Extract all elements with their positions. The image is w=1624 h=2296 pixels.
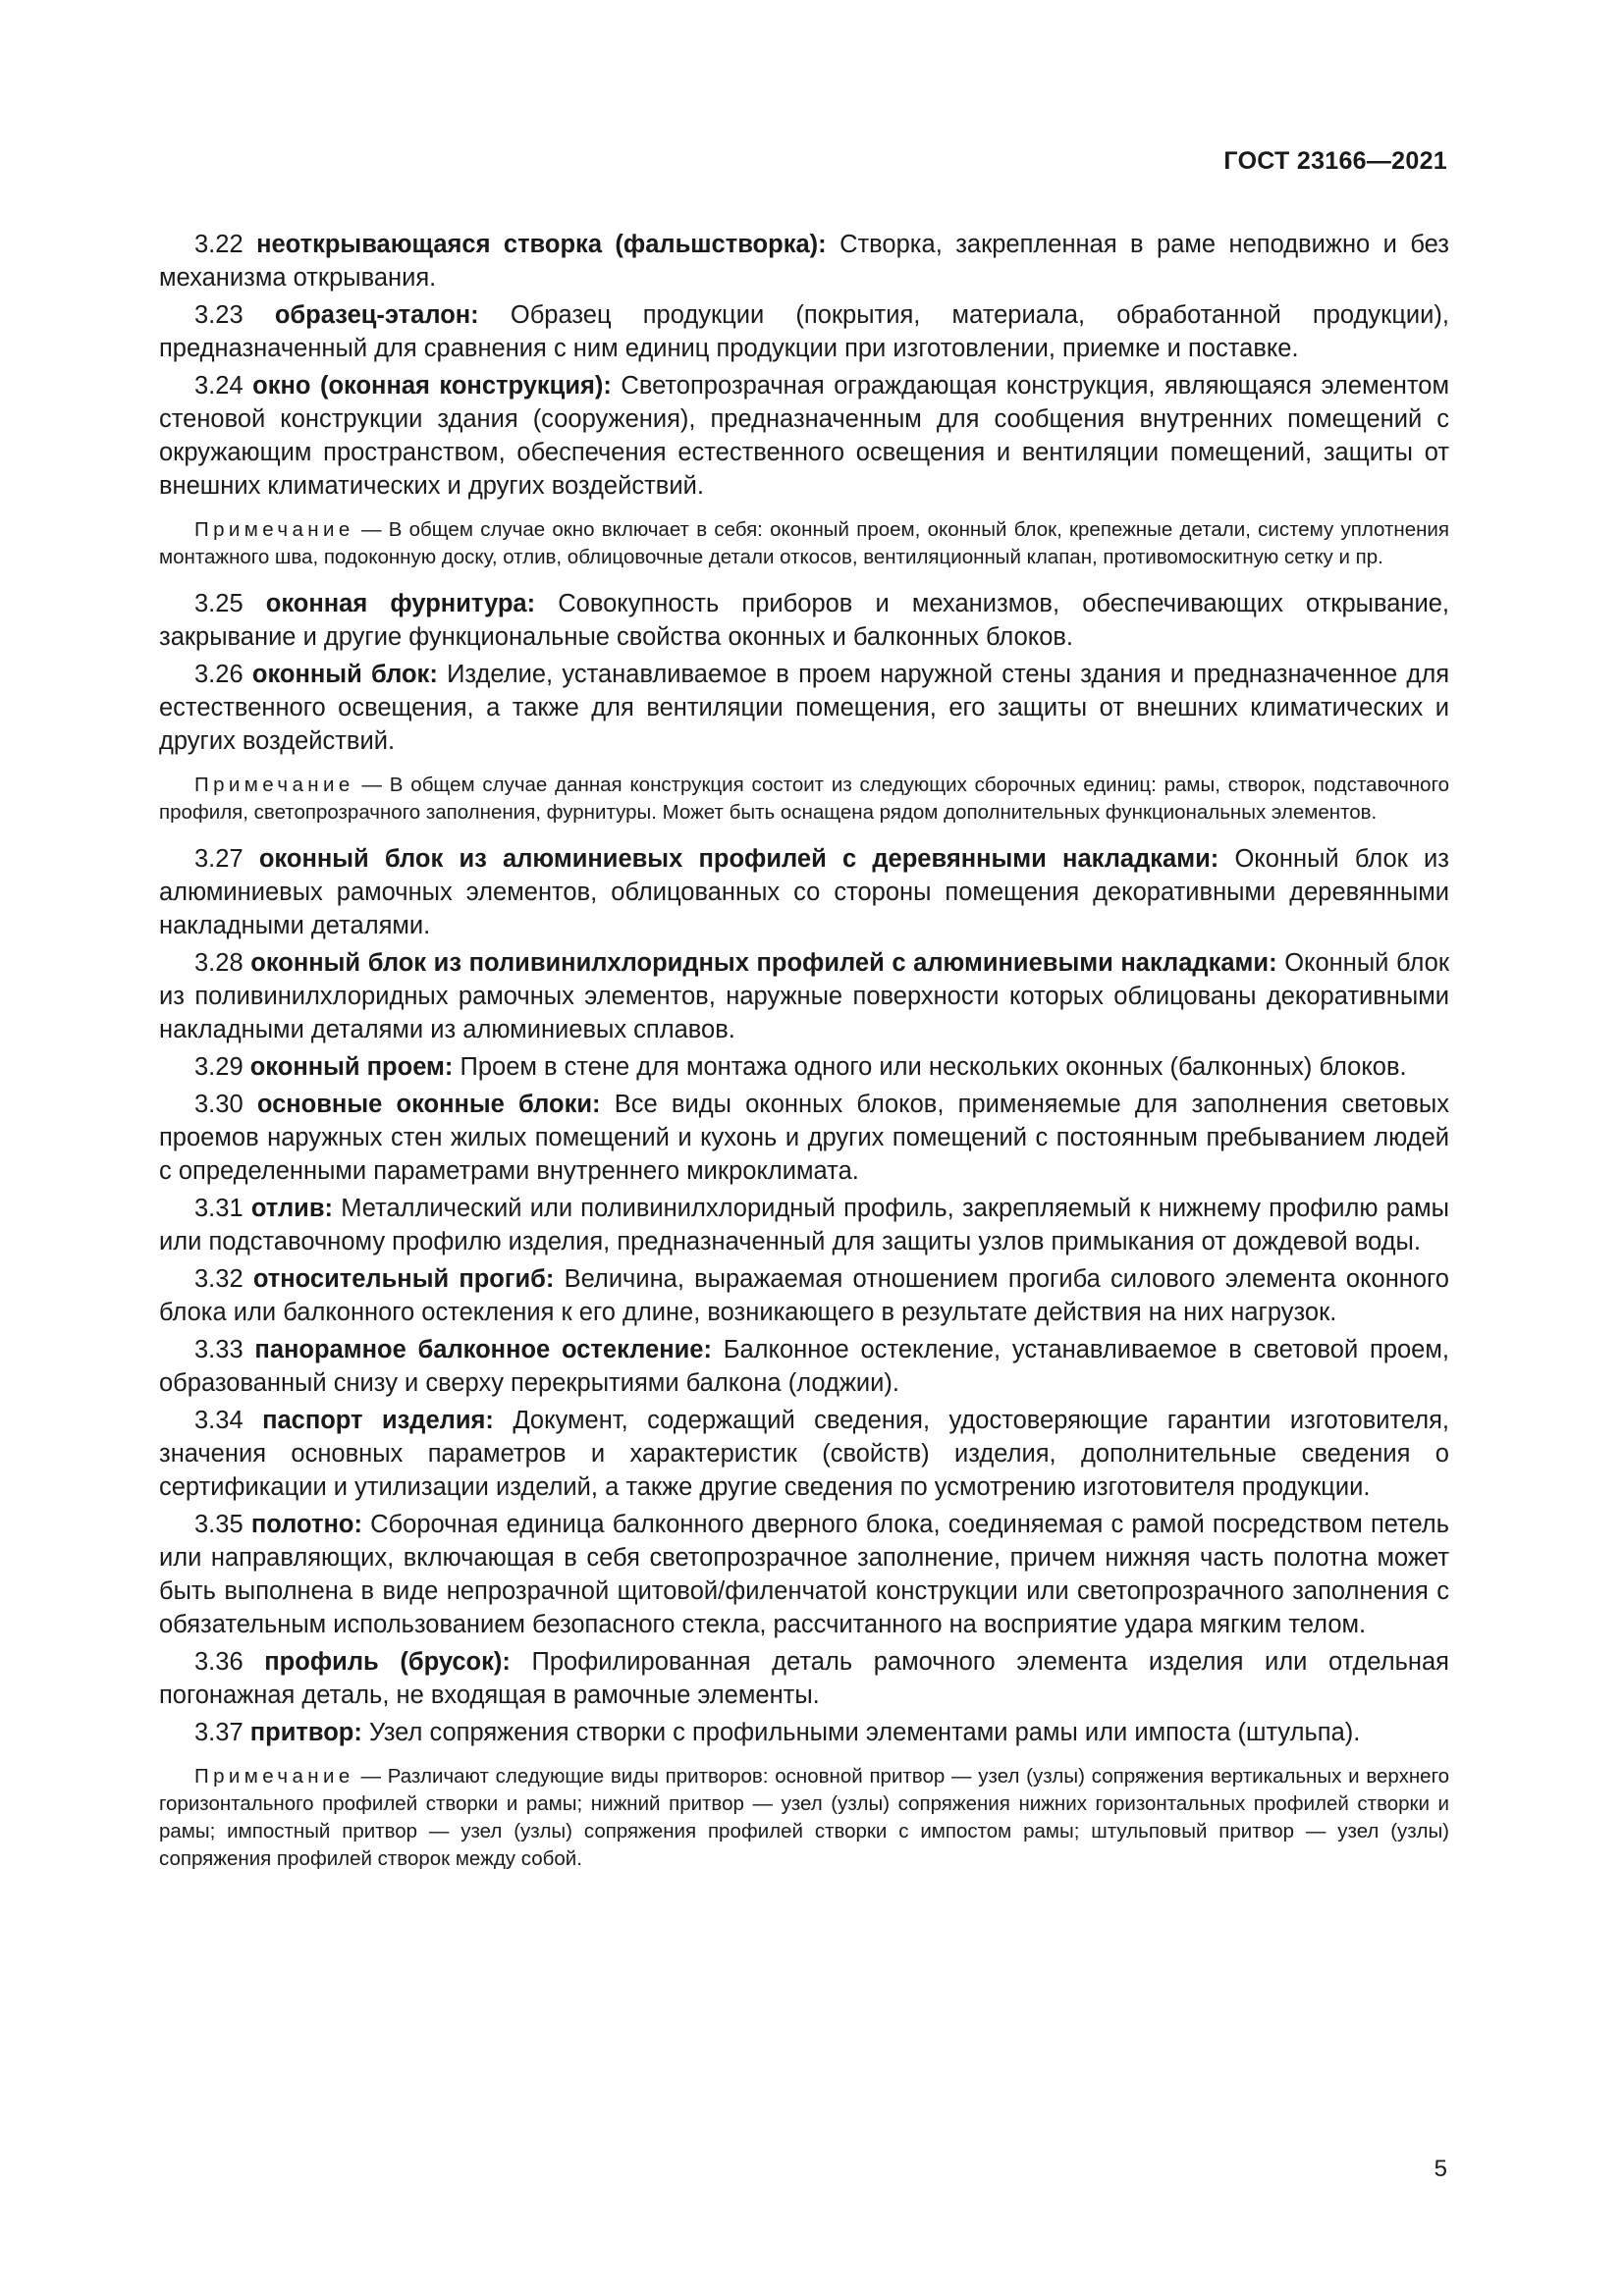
term-definition	[159, 658, 1449, 758]
note-label: Примечание	[194, 1765, 354, 1788]
term-text: Балконное остекление, устанавливаемое в световой проем, образованный снизу и сверху перекрытиями балкона (лоджии).	[159, 1336, 1449, 1397]
term-text: Оконный блок из поливинилхлоридных рамочных элементов, наружные поверхности которых облицованы декоративными накладными деталями из алюминиевых сплавов.	[159, 949, 1449, 1043]
term-definition	[159, 1716, 1449, 1749]
note-label: Примечание	[194, 774, 354, 796]
term-definition	[159, 369, 1449, 503]
term-name: панорамное балконное остекление:	[254, 1336, 712, 1363]
term-text: Узел сопряжения створки с профильными элементами рамы или импоста (штульпа).	[368, 1719, 1361, 1746]
term-name: оконный блок:	[251, 661, 438, 688]
term-definition	[159, 1333, 1449, 1400]
note-text: — В общем случае данная конструкция состоит из следующих сборочных единиц: рамы, створок, подставочного профиля, светопрозрачного заполнения, фурнитуры. Может быть оснащена рядом дополнительных функциональных элементов.	[159, 774, 1449, 824]
term-definition	[159, 298, 1449, 365]
term-text: Оконный блок из алюминиевых рамочных элементов, облицованных со стороны помещения декоративными деревянными накладными деталями.	[159, 845, 1449, 939]
note-text: — Различают следующие виды притворов: основной притвор — узел (узлы) сопряжения вертикальных и верхнего горизонтального профилей створки и рамы; нижний притвор — узел (узлы) сопряжения нижних горизонтальных профилей створки и рамы; импостный притвор — узел (узлы) сопряжения профилей створки с импостом рамы; штульповый притвор — узел (узлы) сопряжения профилей створок между собой.	[159, 1765, 1449, 1870]
term-name: основные оконные блоки:	[256, 1091, 601, 1118]
term-text: Величина, выражаемая отношением прогиба силового элемента оконного блока или балконного остекления к его длине, возникающего в результате действия на них нагрузок.	[159, 1265, 1449, 1326]
note	[159, 772, 1449, 827]
term-name: отлив:	[250, 1195, 333, 1222]
document-header: ГОСТ 23166—2021	[1223, 147, 1447, 175]
term-definition	[159, 1050, 1449, 1084]
term-number: 3.27	[194, 845, 244, 873]
term-name: окно (оконная конструкция):	[252, 372, 612, 400]
term-definition	[159, 1404, 1449, 1504]
term-number: 3.30	[194, 1091, 244, 1118]
term-name: относительный прогиб:	[252, 1265, 555, 1293]
term-name: оконный блок из алюминиевых профилей с деревянными накладками:	[258, 845, 1219, 873]
term-number: 3.26	[194, 661, 244, 688]
term-number: 3.25	[194, 590, 244, 617]
term-text: Створка, закрепленная в раме неподвижно и без механизма открывания.	[159, 231, 1449, 292]
term-text: Образец продукции (покрытия, материала, обработанной продукции), предназначенный для сравнения с ним единиц продукции при изготовлении, приемке и поставке.	[159, 301, 1449, 362]
term-number: 3.33	[194, 1336, 244, 1363]
term-name: оконный блок из поливинилхлоридных профилей с алюминиевыми накладками:	[250, 949, 1277, 977]
term-text: Изделие, устанавливаемое в проем наружной стены здания и предназначенное для естественного освещения, а также для вентиляции помещения, его защиты от внешних климатических и других воздействий.	[159, 661, 1450, 755]
term-definition	[159, 1262, 1449, 1329]
term-number: 3.37	[194, 1719, 244, 1746]
note-label: Примечание	[194, 518, 354, 541]
term-number: 3.32	[194, 1265, 244, 1293]
term-number: 3.24	[194, 372, 244, 400]
term-number: 3.22	[194, 231, 244, 258]
term-name: образец-эталон:	[274, 301, 479, 329]
term-text: Проем в стене для монтажа одного или нескольких оконных (балконных) блоков.	[460, 1053, 1407, 1081]
note-text: — В общем случае окно включает в себя: оконный проем, оконный блок, крепежные детали, систему уплотнения монтажного шва, подоконную доску, отлив, облицовочные детали откосов, вентиляционный клапан, противомоскитную сетку и пр.	[159, 518, 1449, 568]
term-definition	[159, 946, 1449, 1046]
term-text: Все виды оконных блоков, применяемые для заполнения световых проемов наружных стен жилых помещений и кухонь и других помещений с постоянным пребыванием людей с определенными параметрами внутреннего микроклимата.	[159, 1091, 1450, 1185]
term-number: 3.29	[194, 1053, 244, 1081]
term-definition	[159, 842, 1449, 942]
term-text: Профилированная деталь рамочного элемента изделия или отдельная погонажная деталь, не входящая в рамочные элементы.	[159, 1648, 1449, 1709]
term-number: 3.35	[194, 1511, 244, 1538]
term-name: оконная фурнитура:	[265, 590, 536, 617]
term-definition	[159, 1088, 1449, 1188]
term-name: полотно:	[250, 1511, 362, 1538]
term-name: паспорт изделия:	[262, 1407, 494, 1434]
term-name: профиль (брусок):	[264, 1648, 511, 1676]
term-name: оконный проем:	[249, 1053, 454, 1081]
term-definition	[159, 1192, 1449, 1258]
term-number: 3.23	[194, 301, 244, 329]
term-text: Документ, содержащий сведения, удостоверяющие гарантии изготовителя, значения основных параметров и характеристик (свойств) изделия, дополнительные сведения о сертификации и утилизации изделий, а также другие сведения по усмотрению изготовителя продукции.	[159, 1407, 1449, 1501]
term-text: Металлический или поливинилхлоридный профиль, закрепляемый к нижнему профилю рамы или подставочному профилю изделия, предназначенный для защиты узлов примыкания от дождевой воды.	[159, 1195, 1449, 1255]
term-number: 3.34	[194, 1407, 244, 1434]
document-body	[159, 228, 1449, 1889]
term-name: притвор:	[249, 1719, 362, 1746]
term-text: Совокупность приборов и механизмов, обеспечивающих открывание, закрывание и другие функциональные свойства оконных и балконных блоков.	[159, 590, 1449, 651]
note	[159, 516, 1449, 571]
term-number: 3.28	[194, 949, 244, 977]
term-definition	[159, 1645, 1449, 1712]
note	[159, 1763, 1449, 1873]
term-text: Светопрозрачная ограждающая конструкция, являющаяся элементом стеновой конструкции здания (сооружения), предназначенным для сообщения внутренних помещений с окружающим пространством, обеспечения естественного освещения и вентиляции помещений, защиты от внешних климатических и других воздействий.	[159, 372, 1449, 500]
term-definition	[159, 587, 1449, 654]
term-number: 3.31	[194, 1195, 244, 1222]
term-definition	[159, 1508, 1449, 1641]
term-number: 3.36	[194, 1648, 244, 1676]
term-name: неоткрывающаяся створка (фальшстворка):	[256, 231, 827, 258]
term-text: Сборочная единица балконного дверного блока, соединяемая с рамой посредством петель или направляющих, включающая в себя светопрозрачное заполнение, причем нижняя часть полотна может быть выполнена в виде непрозрачной щитовой/филенчатой конструкции или светопрозрачного заполнения с обязательным использованием безопасного стекла, рассчитанного на восприятие удара мягким телом.	[159, 1511, 1449, 1638]
term-definition	[159, 228, 1449, 294]
page-number: 5	[1434, 2156, 1447, 2182]
